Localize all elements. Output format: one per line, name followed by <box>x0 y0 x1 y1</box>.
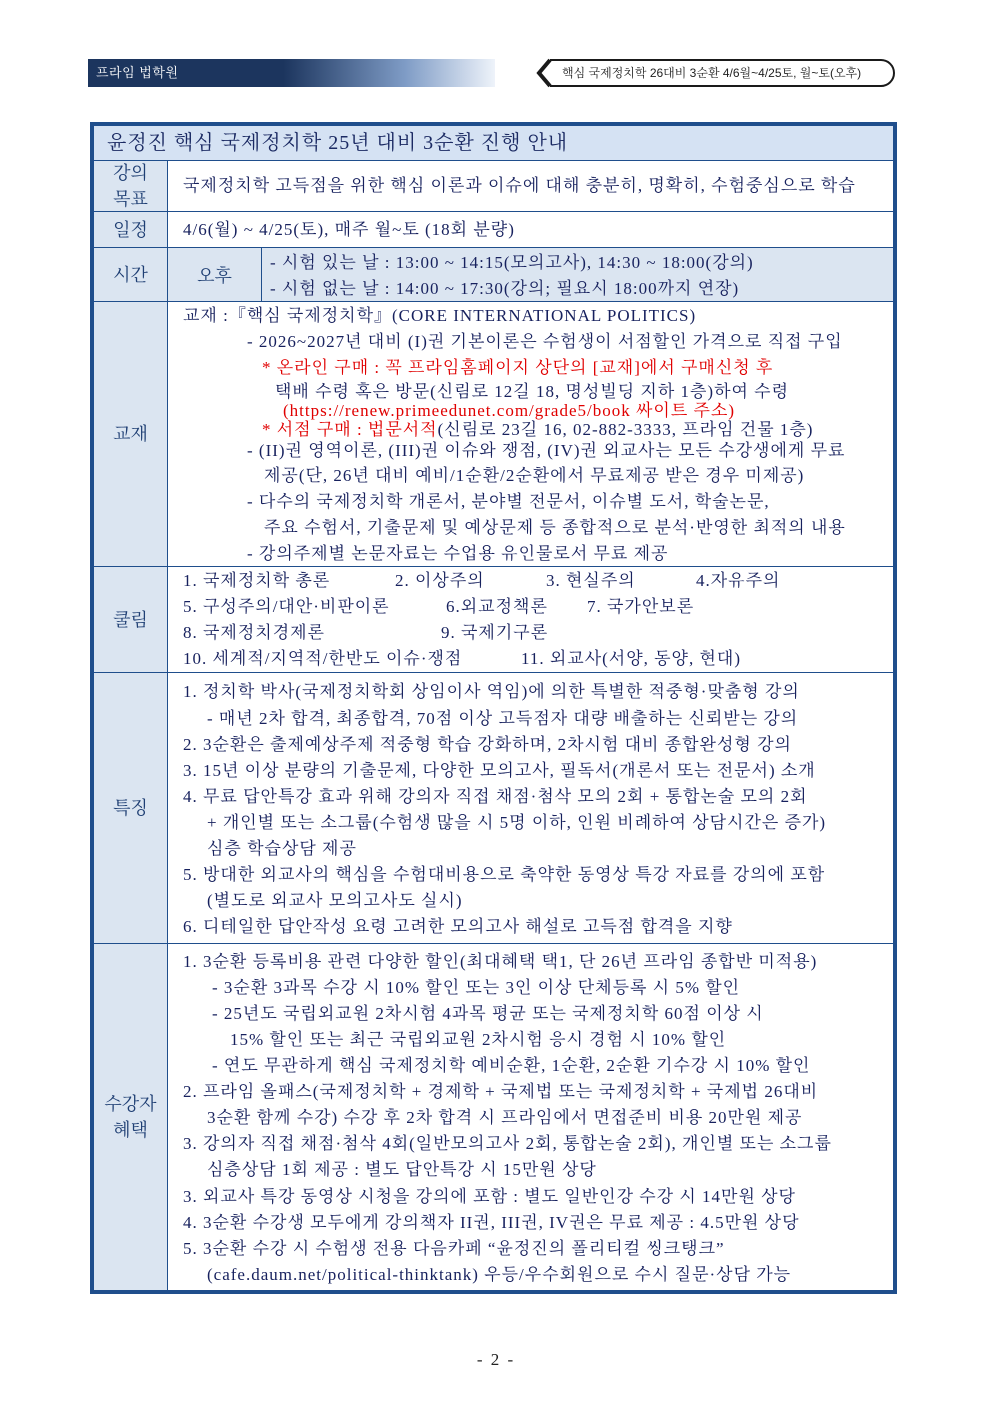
curriculum-item: 7. 국가안보론 <box>587 597 695 616</box>
notice-table <box>90 122 897 1294</box>
chevron-left-icon <box>539 60 550 86</box>
schedule-content <box>168 212 893 247</box>
benefit-line: 4. 3순환 수강생 모두에게 강의책자 II권, III권, IV권은 무료 제공 : 4.5만원 상당 <box>183 1213 800 1232</box>
curriculum-item: 6.외교정책론 <box>446 597 548 616</box>
feature-line: (별도로 외교사 모의고사도 실시) <box>207 891 463 910</box>
course-tag: 핵심 국제정치학 26대비 3순환 4/6월~4/25토, 월~토(오후) <box>562 66 862 80</box>
time-content <box>262 248 893 301</box>
row-time <box>94 248 893 302</box>
bookstore-detail: (신림로 23길 16, 02-882-3333, 프라임 건물 1층) <box>437 420 814 439</box>
row-label-line: 목표 <box>113 189 148 209</box>
time-line-exam-day: - 시험 있는 날 : 13:00 ~ 14:15(모의고사), 14:30 ~ 18:00(강의) <box>270 253 754 272</box>
textbook-online-url: (https://renew.primeedunet.com/grade5/book 싸이트 주소) <box>283 401 736 420</box>
institute-banner <box>88 59 495 87</box>
curriculum-item: 2. 이상주의 <box>395 571 485 590</box>
benefit-line: 1. 3순환 등록비용 관련 다양한 할인(최대혜택 택1, 단 26년 프라임 종합반 미적용) <box>183 952 818 971</box>
row-label-textbook: 교재 <box>94 302 168 566</box>
benefit-line: - 25년도 국립외교원 2차시험 4과목 평균 또는 국제정치학 60점 이상 시 <box>212 1004 764 1023</box>
curriculum-item: 1. 국제정치학 총론 <box>183 571 331 590</box>
benefit-line: 3. 외교사 특강 동영상 시청을 강의에 포함 : 별도 일반인강 수강 시 14만원 상당 <box>183 1187 796 1206</box>
feature-line: 2. 3순환은 출제예상주제 적중형 학습 강화하며, 2차시험 대비 종합완성형 강의 <box>183 735 792 754</box>
textbook-content-note: 주요 수험서, 기출문제 및 예상문제 등 종합적으로 분석·반영한 최적의 내용 <box>264 518 846 537</box>
row-label-features: 특징 <box>94 673 168 943</box>
row-features <box>94 673 893 944</box>
benefit-line: 15% 할인 또는 최근 국립외교원 2차시험 응시 경험 시 10% 할인 <box>230 1030 727 1049</box>
textbook-online-purchase: * 온라인 구매 : 꼭 프라임홈페이지 상단의 [교재]에서 구매신청 후 <box>262 358 774 377</box>
schedule-text: 4/6(월) ~ 4/25(토), 매주 월~토 (18회 분량) <box>183 220 515 239</box>
benefit-line: 3순환 함께 수강) 수강 후 2차 합격 시 프라임에서 면접준비 비용 20만원 제공 <box>207 1108 803 1127</box>
row-label-time: 시간 <box>94 248 168 301</box>
page-number: - 2 - <box>476 1350 516 1369</box>
row-goal <box>94 161 893 212</box>
feature-line: 6. 디테일한 답안작성 요령 고려한 모의고사 해설로 고득점 합격을 지향 <box>183 917 733 936</box>
row-label-goal <box>94 161 168 211</box>
textbook-free-volumes: 제공(단, 26년 대비 예비/1순환/2순환에서 무료제공 받은 경우 미제공) <box>264 466 805 485</box>
curriculum-item: 8. 국제정치경제론 <box>183 623 325 642</box>
curriculum-item: 11. 외교사(서양, 동양, 현대) <box>521 649 741 668</box>
textbook-purchase-note: - 2026~2027년 대비 (I)권 기본이론은 수험생이 서점할인 가격으로 직접 구입 <box>247 332 843 351</box>
benefits-content <box>168 944 893 1290</box>
goal-content <box>168 161 893 211</box>
row-label-schedule: 일정 <box>94 212 168 247</box>
benefit-line: 심층상담 1회 제공 : 별도 답안특강 시 15만원 상당 <box>207 1160 597 1179</box>
feature-line: 3. 15년 이상 분량의 기출문제, 다양한 모의고사, 필독서(개론서 또는 전문서) 소개 <box>183 761 816 780</box>
row-label-benefits <box>94 944 168 1290</box>
row-textbook <box>94 302 893 567</box>
textbook-title-line: 교재 :『핵심 국제정치학』(CORE INTERNATIONAL POLITICS) <box>183 306 697 325</box>
feature-line: - 매년 2차 합격, 최종합격, 70점 이상 고득점자 대량 배출하는 신뢰받는 강의 <box>207 709 799 728</box>
feature-line: 1. 정치학 박사(국제정치학회 상임이사 역임)에 의한 특별한 적중형·맞춤형 강의 <box>183 682 800 701</box>
curriculum-content <box>168 567 893 672</box>
curriculum-item: 4.자유주의 <box>696 571 781 590</box>
benefit-line: (cafe.daum.net/political-thinktank) 우등/우수회원으로 수시 질문·상담 가능 <box>207 1265 792 1284</box>
curriculum-item: 10. 세계적/지역적/한반도 이슈·쟁점 <box>183 649 463 668</box>
row-schedule <box>94 212 893 248</box>
curriculum-item: 3. 현실주의 <box>546 571 636 590</box>
row-label-line: 수강자 <box>104 1094 157 1114</box>
curriculum-item: 5. 구성주의/대안·비판이론 <box>183 597 390 616</box>
notice-title: 윤정진 핵심 국제정치학 25년 대비 3순환 진행 안내 <box>107 132 569 154</box>
row-label-line: 강의 <box>113 163 148 183</box>
benefit-line: - 3순환 3과목 수강 시 10% 할인 또는 3인 이상 단체등록 시 5% 할인 <box>212 978 741 997</box>
benefit-line: 2. 프라임 올패스(국제정치학 + 경제학 + 국제법 또는 국제정치학 + 국제법 26대비 <box>183 1082 819 1101</box>
benefit-line: 5. 3순환 수강 시 수험생 전용 다음카페 “윤정진의 폴리티컬 씽크탱크” <box>183 1239 725 1258</box>
textbook-free-volumes: - (II)권 영역이론, (III)권 이슈와 쟁점, (IV)권 외교사는 모든 수강생에게 무료 <box>247 441 846 460</box>
feature-line: 5. 방대한 외교사의 핵심을 수험대비용으로 축약한 동영상 특강 자료를 강의에 포함 <box>183 865 826 884</box>
row-benefits <box>94 944 893 1290</box>
textbook-online-pickup: 택배 수령 혹은 방문(신림로 12길 18, 명성빌딩 지하 1층)하여 수령 <box>275 382 790 401</box>
bookstore-label: * 서점 구매 : 법문서적 <box>262 420 438 439</box>
feature-line: 4. 무료 답안특강 효과 위해 강의자 직접 채점·첨삭 모의 2회 + 통합논술 모의 2회 <box>183 787 808 806</box>
textbook-content-note: - 다수의 국제정치학 개론서, 분야별 전문서, 이슈별 도서, 학술논문, <box>247 492 770 511</box>
textbook-content-note: - 강의주제별 논문자료는 수업용 유인물로서 무료 제공 <box>247 544 669 563</box>
institute-name: 프라임 법학원 <box>96 65 179 80</box>
textbook-content <box>168 302 893 566</box>
time-line-no-exam-day: - 시험 없는 날 : 14:00 ~ 17:30(강의; 필요시 18:00까지 연장) <box>270 279 740 298</box>
goal-text: 국제정치학 고득점을 위한 핵심 이론과 이슈에 대해 충분히, 명확히, 수험중심으로 학습 <box>183 176 856 195</box>
features-content <box>168 673 893 943</box>
notice-title-row <box>94 126 893 161</box>
row-curriculum <box>94 567 893 673</box>
time-period-label: 오후 <box>168 248 262 301</box>
feature-line: + 개인별 또는 소그룹(수험생 많을 시 5명 이하, 인원 비례하여 상담시간은 증가) <box>207 813 827 832</box>
row-label-line: 혜택 <box>113 1120 148 1140</box>
benefit-line: 3. 강의자 직접 채점·첨삭 4회(일반모의고사 2회, 통합논술 2회), 개인별 또는 소그룹 <box>183 1134 832 1153</box>
row-label-curriculum: 쿨림 <box>94 567 168 672</box>
feature-line: 심층 학습상담 제공 <box>207 839 357 858</box>
curriculum-item: 9. 국제기구론 <box>441 623 549 642</box>
benefit-line: - 연도 무관하게 핵심 국제정치학 예비순환, 1순환, 2순환 기수강 시 10% 할인 <box>212 1056 811 1075</box>
